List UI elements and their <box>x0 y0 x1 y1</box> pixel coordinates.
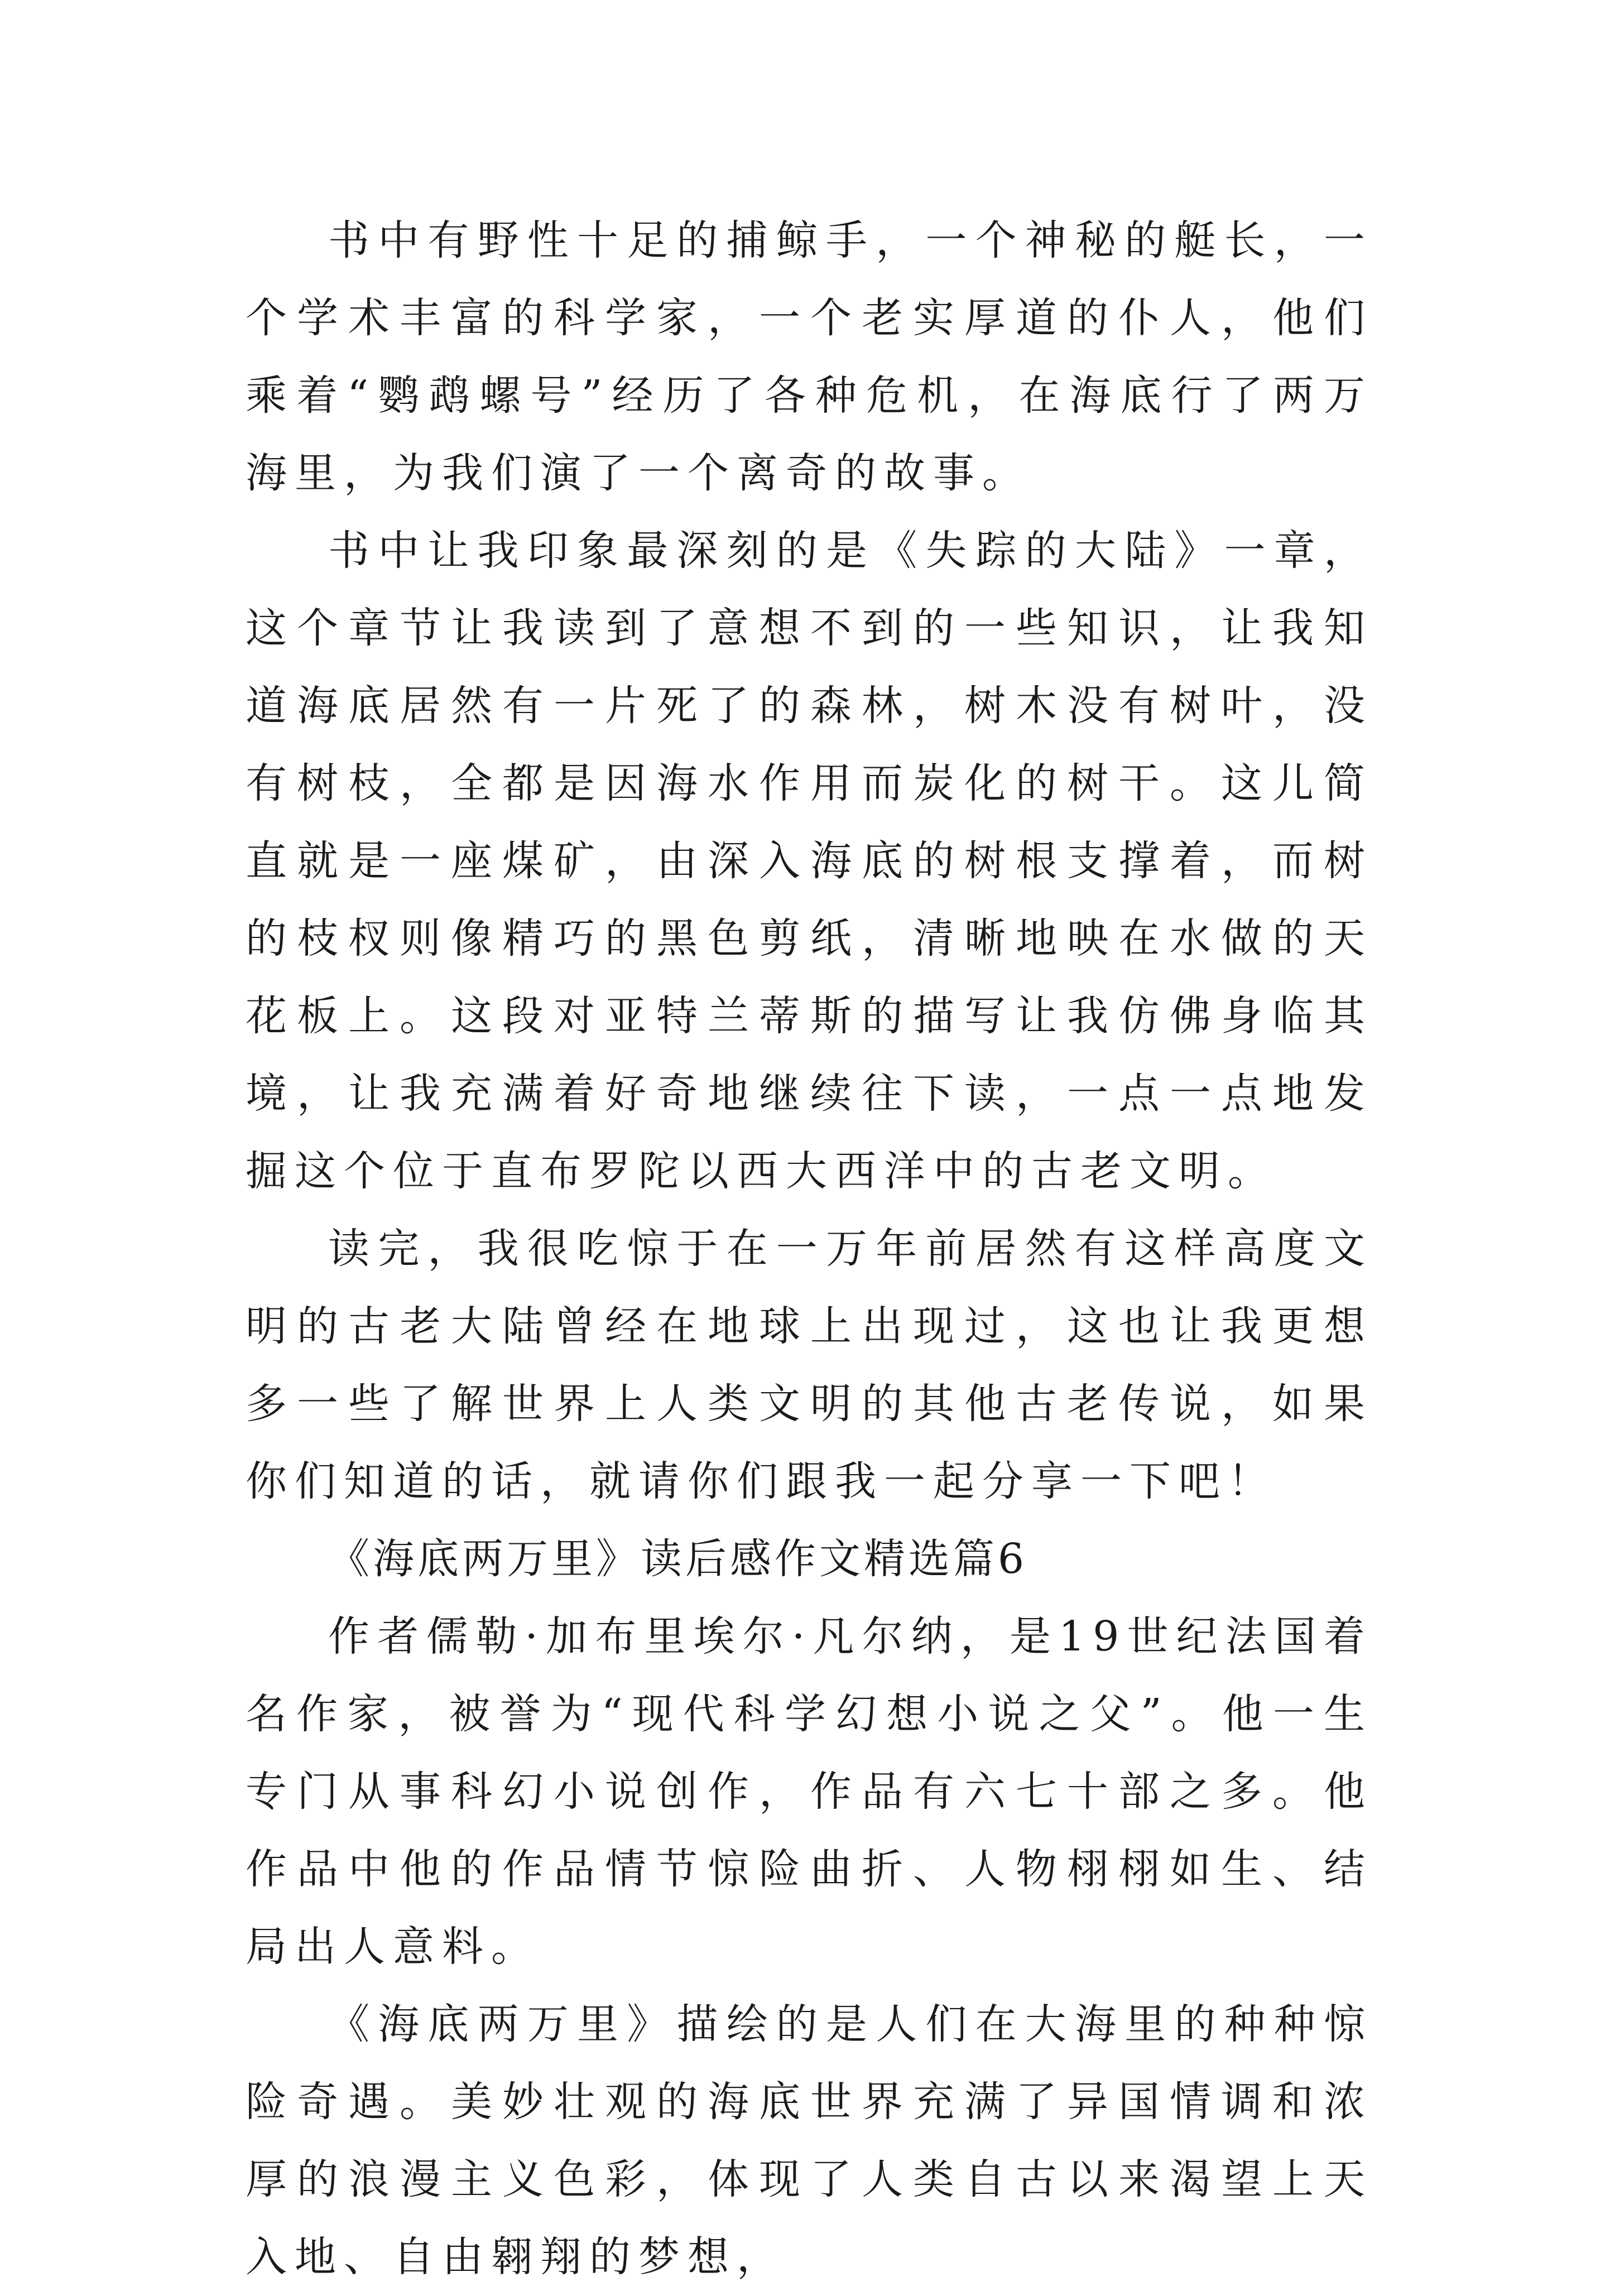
section-heading: 《海底两万里》读后感作文精选篇6 <box>328 1535 1028 1583</box>
paragraph-3: 读完，我很吃惊于在一万年前居然有这样高度文明的古老大陆曾经在地球上出现过，这也让我更想多一些了解世界上人类文明的其他古老传说，如果你们知道的话，就请你们跟我一起分享一下吧！ <box>246 1225 1373 1505</box>
paragraph-4: 作者儒勒·加布里埃尔·凡尔纳，是19世纪法国着名作家，被誉为“现代科学幻想小说之父”。他一生专门从事科幻小说创作，作品有六七十部之多。他作品中他的作品情节惊险曲折、人物栩栩如生、结局出人意料。 <box>246 1613 1373 1971</box>
body-text <box>246 202 1373 2296</box>
paragraph-2: 书中让我印象最深刻的是《失踪的大陆》一章，这个章节让我读到了意想不到的一些知识，让我知道海底居然有一片死了的森林，树木没有树叶，没有树枝，全都是因海水作用而炭化的树干。这儿简直就是一座煤矿，由深入海底的树根支撑着，而树的枝杈则像精巧的黑色剪纸，清晰地映在水做的天花板上。这段对亚特兰蒂斯的描写让我仿佛身临其境，让我充满着好奇地继续往下读，一点一点地发掘这个位于直布罗陀以西大西洋中的古老文明。 <box>246 527 1373 1195</box>
paragraph-1: 书中有野性十足的捕鲸手，一个神秘的艇长，一个学术丰富的科学家，一个老实厚道的仆人，他们乘着“鹦鹉螺号”经历了各种危机，在海底行了两万海里，为我们演了一个离奇的故事。 <box>246 216 1373 497</box>
paragraph-5: 《海底两万里》描绘的是人们在大海里的种种惊险奇遇。美妙壮观的海底世界充满了异国情调和浓厚的浪漫主义色彩，体现了人类自古以来渴望上天入地、自由翱翔的梦想， <box>246 2000 1373 2281</box>
